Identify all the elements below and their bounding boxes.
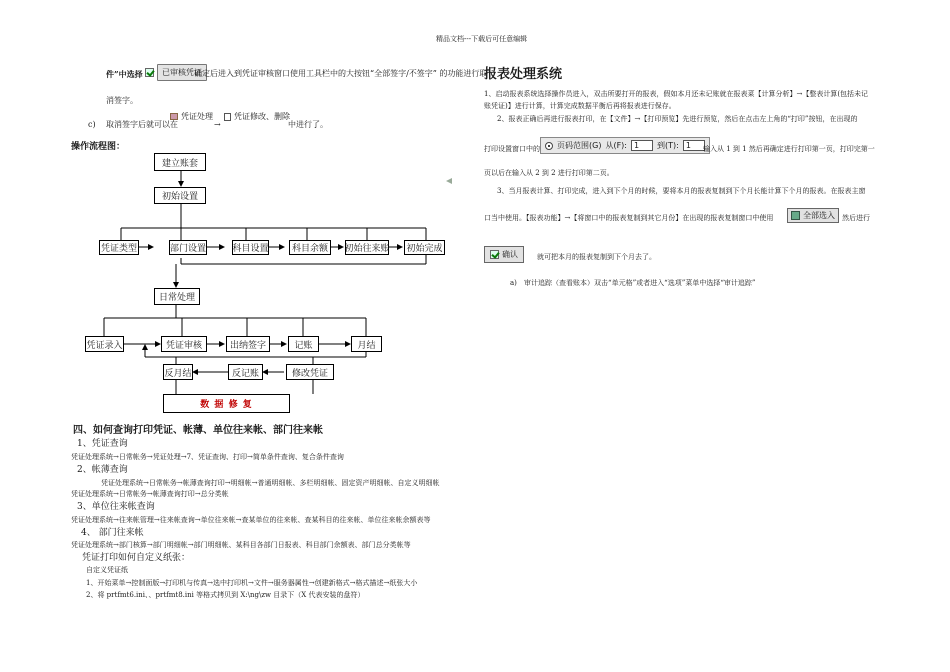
page-header: 精品文档---下载后可任意编辑 bbox=[436, 35, 528, 43]
s2-heading: 2、帐薄查询 bbox=[77, 465, 128, 475]
flow-node-voucher-audit: 凭证审核 bbox=[161, 336, 207, 352]
flow-node-daily-process: 日常处理 bbox=[154, 288, 200, 305]
print-range-control bbox=[540, 137, 710, 154]
r-p2a: 2、报表正确后再进行报表打印，在【文件】→【打印预览】先进行预览，然后在点击左上角的“打印”按钮，在出现的 bbox=[497, 115, 858, 123]
s1-body: 凭证处理系统→日常帐务→凭证处理→7、凭证查询、打印→简单条件查询、复合条件查询 bbox=[71, 453, 344, 461]
s2-body2: 凭证处理系统→日常帐务→帐薄查询打印→总分类帐 bbox=[71, 490, 229, 498]
s3-heading: 3、单位往来帐查询 bbox=[77, 502, 155, 512]
r-p3a: 3、当月报表计算、打印完成，进入到下个月的时候，要将本月的报表复制到下个月长能计算下个月的报表。在报表主窗 bbox=[497, 187, 866, 195]
flow-node-edit-voucher: 修改凭证 bbox=[286, 364, 334, 380]
s3-body: 凭证处理系统→往来帐管理→往来帐查询→单位往来帐→查某单位的往来帐、查某科目的往来帐、单位往来帐余额表等 bbox=[71, 516, 431, 524]
print-to-field: 1 bbox=[683, 140, 705, 151]
r-p2c: 页以后在输入从 2 到 2 进行打印第二页。 bbox=[484, 169, 614, 177]
r-pa-text: 审计追踪（查看账本）双击“单元格”或者进入“选项”菜单中选择“审计追踪” bbox=[524, 279, 756, 287]
flow-node-initial-ledger: 初始往来账 bbox=[345, 240, 389, 255]
r-p3b-pre: 口当中使用。【报表功能】→【将窗口中的报表复制到其它月份】在出现的报表复制窗口中使用 bbox=[484, 214, 774, 222]
list-label-a: a) bbox=[510, 279, 517, 287]
flow-node-initial-setup: 初始设置 bbox=[154, 187, 206, 204]
s5-heading: 凭证打印如何自定义纸张： bbox=[82, 553, 191, 563]
print-to-label: 到(T): bbox=[657, 141, 679, 150]
flow-title: 操作流程图： bbox=[71, 142, 126, 152]
flow-node-data-repair: 数 据 修 复 bbox=[163, 394, 290, 413]
margin-arrow-icon bbox=[446, 178, 452, 184]
s1-heading: 1、凭证查询 bbox=[77, 439, 128, 449]
voucher-process-label: 凭证处理 bbox=[181, 112, 213, 121]
flow-node-cashier-sign: 出纳签字 bbox=[226, 336, 270, 352]
s4-body: 凭证处理系统→部门核算→部门明细帐→部门明细帐、某科目各部门日报表、科目部门余额表、部门总分类帐等 bbox=[71, 541, 411, 549]
s4-heading: 4、 部门往来帐 bbox=[81, 528, 144, 538]
print-range-label: 页码范围(G) bbox=[557, 141, 602, 150]
flow-node-voucher-type: 凭证类型 bbox=[99, 240, 139, 255]
r-p3c: 就可把本月的报表复制到下个月去了。 bbox=[537, 253, 656, 261]
left-line3-pre: 取消签字后就可以在 bbox=[106, 120, 178, 129]
r-p3b-post: 然后进行 bbox=[842, 214, 870, 222]
select-all-icon bbox=[791, 211, 800, 220]
select-all-button-image bbox=[787, 208, 839, 223]
s5-step2: 2、将 prtfmt6.ini、、prtfmt8.ini 等格式拷贝到 X:\ng\zw 目录下（X 代表安装的盘符） bbox=[86, 591, 365, 599]
left-line1-pre: 件”中选择 bbox=[106, 69, 143, 79]
flow-node-dept-setup: 部门设置 bbox=[169, 240, 207, 255]
flow-node-voucher-entry: 凭证录入 bbox=[85, 336, 124, 352]
flow-node-reverse-post: 反记账 bbox=[228, 364, 263, 380]
section4-title: 四、如何查询打印凭证、帐薄、单位往来帐、部门往来帐 bbox=[73, 425, 323, 436]
voucher-edit-label: 凭证修改、删除 bbox=[234, 112, 290, 121]
s2-body1: 凭证处理系统→日常帐务→帐薄查询打印→明细帐→普通明细帐、多栏明细帐、固定资产明细帐、自定义明细帐 bbox=[101, 479, 440, 487]
flow-node-post: 记账 bbox=[288, 336, 319, 352]
report-title: 报表处理系统 bbox=[484, 67, 563, 82]
flow-node-subject-balance: 科目余额 bbox=[289, 240, 331, 255]
r-p1b: 账凭证)】进行计算，计算完成数据平衡后再将报表进行保存。 bbox=[484, 102, 676, 110]
r-p2b-post: 输入从 1 到 1 然后再确定进行打印第一页，打印完第一 bbox=[703, 145, 875, 153]
s5-step1: 1、开始菜单→控制面版→打印机与传真→选中打印机→文件→服务器属性→创建新格式→格式描述→纸张大小 bbox=[86, 579, 418, 587]
confirm-label: 确认 bbox=[502, 250, 518, 259]
s5-subheading: 自定义凭证纸 bbox=[86, 566, 128, 574]
left-line2: 消签字。 bbox=[106, 96, 138, 105]
check-icon bbox=[490, 250, 499, 259]
audited-voucher-label: 已审核凭证 bbox=[157, 64, 207, 81]
flow-node-reverse-month-end: 反月结 bbox=[163, 364, 193, 380]
left-line1-post: 确定后进入到凭证审核窗口使用工具栏中的大按钮“全部签字/不签字” 的功能进行取 bbox=[194, 69, 488, 78]
flow-node-init-complete: 初始完成 bbox=[404, 240, 445, 255]
flow-node-create-account: 建立账套 bbox=[154, 153, 206, 171]
r-p1a: 1、启动报表系统选择操作员进入，双击所要打开的报表，假如本月还未记账就在报表菜【计算分析】→【整表计算(包括未记 bbox=[484, 90, 869, 98]
select-all-label: 全部选入 bbox=[803, 211, 835, 220]
radio-icon bbox=[545, 142, 553, 150]
list-label-c: c) bbox=[88, 120, 96, 129]
confirm-button-image bbox=[484, 246, 524, 263]
flow-node-month-end: 月结 bbox=[351, 336, 382, 352]
print-from-field: 1 bbox=[631, 140, 653, 151]
left-line3-post: 中进行了。 bbox=[288, 120, 328, 129]
flow-node-subject-setup: 科目设置 bbox=[232, 240, 269, 255]
arrow-text: → bbox=[214, 120, 221, 129]
print-from-label: 从(F): bbox=[605, 141, 627, 150]
r-p2b-pre: 打印设置窗口中的 bbox=[484, 145, 540, 153]
